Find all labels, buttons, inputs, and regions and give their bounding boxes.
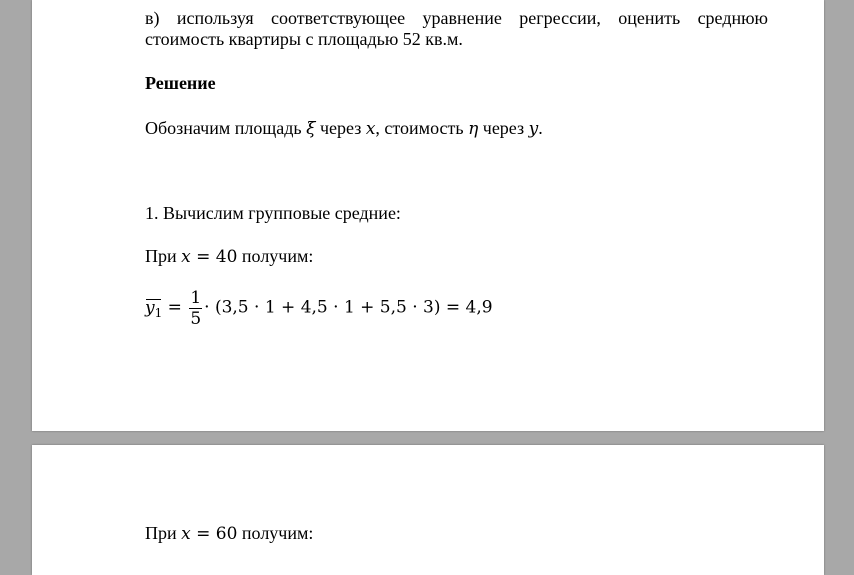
y-bar-symbol: $y_1$	[145, 298, 162, 324]
var-x: x	[365, 119, 376, 139]
document-page-1	[32, 0, 824, 431]
solution-heading: Решение	[145, 73, 216, 93]
document-page-2	[32, 445, 824, 575]
step-1-heading: 1. Вычислим групповые средние:	[145, 203, 401, 223]
notation-paragraph: Обозначим площадь ξ через x, стоимость η через y.	[145, 118, 543, 139]
var-y: y	[528, 119, 539, 139]
var-eta: η	[468, 119, 479, 139]
condition-x-60: При x = 60 получим:	[145, 523, 314, 544]
group-mean-formula: $y_1$ = $\frac{1}{5}$ · (3,5 · 1 + 4,5 · 1 + 5,5 · 3) = 4,9	[145, 288, 493, 329]
task-item-v: в) используя соответствующее уравнение регрессии, оценить среднюю стоимость квартиры с площадью 52 кв.м.	[145, 8, 768, 49]
condition-x-40: При x = 40 получим:	[145, 246, 314, 267]
fraction-one-fifth: $\frac{1}{5}$	[190, 288, 202, 329]
var-xi: ξ	[306, 119, 316, 139]
